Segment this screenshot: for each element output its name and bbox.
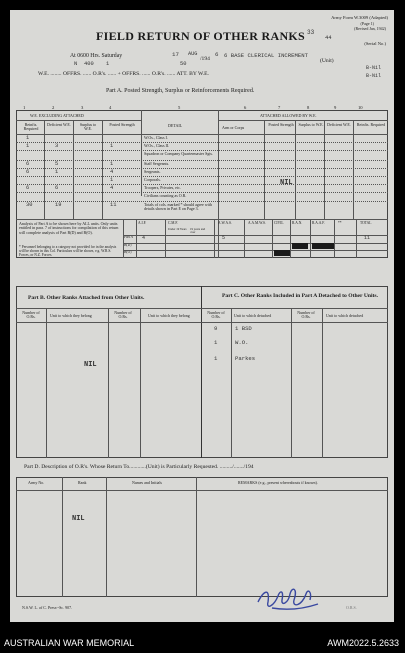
part-b-col-number-2: Number of O.Rs. — [114, 310, 132, 319]
detail-header: DETAIL — [168, 123, 183, 128]
signature — [254, 580, 324, 616]
detail-cell-value: 1 — [26, 143, 30, 149]
unit-name: 6 BASE CLERICAL INCREMENT — [224, 52, 308, 59]
we-line: W.E. ........ OFFRS. ...... O.R's. ...... + OFFRS. ...... O.R's. ...... ATT. BY W.E. — [38, 71, 209, 77]
analysis-part-a-value: 11 — [364, 235, 371, 241]
col-num-9: 9 — [334, 105, 337, 110]
redacted-cell — [292, 243, 308, 249]
unit-label: (Unit) — [320, 58, 334, 64]
part-c-unit: Parkes — [235, 355, 256, 362]
part-b-col-unit-2: Unit to which they belong — [148, 313, 190, 318]
analysis-header: R.A.A.F. — [312, 221, 325, 225]
detail-cell-value: 30 — [26, 202, 33, 208]
part-c-number: 9 — [214, 325, 218, 332]
stamp-text: O.R.S. — [346, 605, 357, 610]
detail-cell-value: 5 — [55, 161, 59, 167]
col-num-5: 5 — [178, 105, 181, 110]
hdr-posted-right: Posted Strength — [268, 122, 294, 127]
date-day: 17 — [172, 51, 179, 58]
part-d-hdr-names: Names and Initials — [132, 480, 162, 485]
b-nil-2: B-Nil — [366, 73, 382, 79]
detail-cell-value: 19 — [55, 202, 62, 208]
archive-footer — [0, 633, 405, 653]
analysis-row-label: B(O) — [124, 250, 132, 254]
part-c-unit: W.O. — [235, 339, 249, 346]
detail-cell-value: 11 — [110, 202, 117, 208]
part-c-number: 1 — [214, 355, 218, 362]
we-top: N — [74, 61, 78, 67]
army-form-label: Army Form W.3009 (Adapted) — [331, 15, 388, 20]
detail-cell-value: 4 — [110, 169, 114, 175]
part-a-title: Part A. Posted Strength, Surplus or Reinforcements Required. — [106, 88, 255, 94]
we-excl-header: W.E. EXCLUDING ATTACHED — [30, 113, 84, 118]
detail-row-label: W.Os., Class II. — [144, 143, 170, 148]
detail-row-label: Totals of cols. marked * should agree with details shown in Part E on Page 3. — [144, 202, 212, 212]
col-num-4: 4 — [109, 105, 112, 110]
hdr-arm: Arm or Corps — [222, 125, 245, 130]
col-num-7: 7 — [278, 105, 281, 110]
part-d-title: Part D. Description of O.R's. Whose Return To............(Unit) is Particularly Requested. ........./......./194 — [24, 464, 254, 470]
we-value: 400 — [84, 61, 94, 67]
printer-note: N.S.W. L. of C. Press--Sc. 907. — [22, 605, 73, 610]
part-a-nil: NIL — [280, 179, 293, 187]
hdr-reinfts-right: Reinfts. Required — [356, 122, 386, 127]
analysis-header: R.A.N. — [292, 221, 303, 225]
serial-value-2: 44 — [325, 34, 332, 41]
part-d-hdr-rank: Rank — [78, 480, 87, 485]
analysis-header: CIVIL — [274, 221, 284, 225]
analysis-row-label: Part A — [124, 235, 134, 239]
col-num-1: 1 — [23, 105, 26, 110]
analysis-header: A.W.A.S. — [218, 221, 232, 225]
redacted-cell — [274, 250, 290, 256]
serial-label: (Serial No.) — [364, 41, 386, 46]
col-num-8: 8 — [307, 105, 310, 110]
part-b-col-unit-1: Unit to which they belong — [50, 313, 92, 318]
analysis-header: C.M.F. — [168, 221, 178, 225]
date-year-suffix: 6 — [215, 51, 219, 58]
analysis-part-a-value: 4 — [142, 235, 146, 241]
hdr-deficient-right: Deficient W.E. — [327, 122, 351, 127]
form-title: FIELD RETURN OF OTHER RANKS — [96, 29, 306, 43]
analysis-cmf-sub-under: Under 19 Years — [168, 227, 187, 231]
analysis-row-label: B(D) — [124, 243, 132, 247]
col-num-10: 10 — [358, 105, 363, 110]
detail-row-label: W.Os., Class I. — [144, 135, 168, 140]
part-d-hdr-army-no: Army No. — [28, 480, 45, 485]
detail-cell-value: 1 — [110, 161, 114, 167]
detail-row-label: Troopers, Privates, etc. — [144, 185, 181, 190]
archive-name: AUSTRALIAN WAR MEMORIAL — [4, 638, 135, 648]
part-b-nil: NIL — [84, 361, 97, 369]
analysis-note: Analysis of Part A to be shown here by ALL units. Only units entitled in para. 7 of instructions for compilation of this return will complete analysis of Part B(D) and B(O). — [19, 221, 119, 235]
analysis-cmf-sub-over: 19 years and over — [190, 227, 206, 234]
serial-value: 33 — [307, 29, 315, 36]
analysis-note-2: * Personnel belonging to a category not provided for in the analysis will be shown in this Col. Particulars will be shown, e.g. W.R.S. Forces, or N.Z. Forces. — [19, 245, 117, 257]
part-c-number: 1 — [214, 339, 218, 346]
attached-header: ATTACHED ALLOWED BY W.E. — [260, 113, 317, 118]
part-b-col-number-1: Number of O.Rs. — [22, 310, 40, 319]
detail-cell-value: 6 — [55, 185, 59, 191]
part-d-hdr-remarks: REMARKS (e.g., present whereabouts if known). — [238, 480, 318, 485]
hdr-posted-left: Posted Strength — [109, 122, 135, 127]
detail-cell-value: 1 — [110, 143, 114, 149]
detail-cell-value: 3 — [55, 143, 59, 149]
analysis-header: ** — [338, 221, 342, 225]
detail-row-label: Civilians counting as O.R. — [144, 193, 187, 198]
part-d-nil: NIL — [72, 515, 85, 523]
analysis-header: A.A.M.W.S. — [248, 221, 266, 225]
part-c-col-unit-1: Unit to which detached — [234, 313, 272, 318]
time-line: At 0600 Hrs. Saturday — [70, 53, 123, 59]
date-month: AUG — [188, 51, 198, 57]
detail-row-label: Staff Sergeants. — [144, 161, 170, 166]
col-num-6: 6 — [244, 105, 247, 110]
detail-cell-value: 6 — [26, 169, 30, 175]
hdr-reinfts-left: Reinfts. Required — [23, 122, 39, 131]
detail-cell-value: 6 — [26, 161, 30, 167]
analysis-part-a-value: 5 — [222, 235, 226, 241]
part-c-title: Part C. Other Ranks Included in Part A Detached to Other Units. — [222, 293, 378, 299]
year-label: /194 — [200, 56, 210, 62]
detail-cell-value: 4 — [110, 185, 114, 191]
analysis-header: A.I.F. — [138, 221, 147, 225]
part-b-title: Part B. Other Ranks Attached from Other Units. — [28, 295, 145, 301]
part-d-table — [16, 477, 388, 597]
col-num-2: 2 — [52, 105, 55, 110]
part-c-col-unit-2: Unit to which detached — [326, 313, 364, 318]
part-c-col-number-2: Number of O.Rs. — [297, 310, 315, 319]
detail-row-label: Corporals. — [144, 177, 161, 182]
hdr-surplus-left: Surplus to W.E. — [79, 122, 97, 131]
analysis-header: TOTAL — [360, 221, 372, 225]
col-num-3: 3 — [81, 105, 84, 110]
detail-row-label: Squadron or Company Quartermaster Sgts. — [144, 151, 213, 156]
redacted-cell — [312, 243, 334, 249]
document-page — [10, 10, 394, 622]
detail-cell-value: 1 — [110, 177, 114, 183]
part-c-unit: 1 BSD — [235, 325, 252, 332]
detail-cell-value: 1 — [55, 169, 59, 175]
hdr-deficient-left: Deficient W.E. — [47, 122, 71, 127]
page-note: (Page 1) — [360, 21, 374, 26]
detail-cell-value: 6 — [26, 185, 30, 191]
part-c-col-number-1: Number of O.Rs. — [207, 310, 225, 319]
b-nil-1: B-Nil — [366, 65, 382, 71]
we-or-value: 50 — [180, 61, 187, 67]
archive-id: AWM2022.5.2633 — [327, 638, 399, 648]
revised-note: (Revised Jan, 1942) — [354, 26, 386, 31]
detail-row-label: Sergeants. — [144, 169, 161, 174]
detail-cell-value: 1 — [26, 135, 30, 141]
hdr-surplus-right: Surplus to W.E. — [298, 122, 324, 127]
part-bc-table — [16, 286, 388, 458]
we-offrs-value: 1 — [106, 61, 110, 67]
